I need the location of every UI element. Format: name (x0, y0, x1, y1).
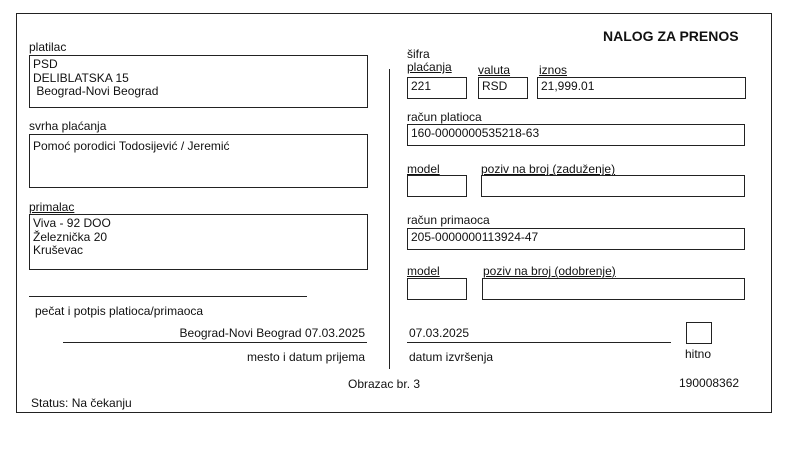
payer-line1: PSD (33, 57, 58, 71)
amount-label: iznos (539, 63, 568, 77)
recipient-line1: Viva - 92 DOO (33, 216, 111, 230)
credit-model-label: model (407, 264, 440, 278)
payer-line2: DELIBLATSKA 15 (33, 70, 129, 85)
recipient-account-label: račun primaoca (407, 213, 490, 227)
payment-code-value: 221 (411, 79, 432, 93)
purpose-box (29, 134, 368, 188)
debit-model-field[interactable] (407, 175, 467, 197)
currency-label: valuta (478, 63, 511, 77)
place-date-line (63, 342, 367, 343)
execution-date-value: 07.03.2025 (409, 326, 470, 340)
debit-reference-label: poziv na broj (zaduženje) (481, 162, 616, 176)
payer-account-field[interactable] (407, 124, 745, 146)
form-title: NALOG ZA PRENOS (603, 28, 739, 44)
payment-code-label-line1: šifra (407, 47, 430, 61)
credit-reference-label: poziv na broj (odobrenje) (483, 264, 616, 278)
payer-label: platilac (29, 40, 67, 54)
currency-value: RSD (482, 79, 508, 93)
recipient-label: primalac (29, 200, 75, 214)
document-number: 190008362 (679, 376, 740, 390)
place-date-label: mesto i datum prijema (246, 350, 365, 364)
execution-date-line (407, 342, 671, 343)
recipient-box (29, 214, 368, 270)
debit-model-label: model (407, 162, 440, 176)
payer-account-label: račun platioca (407, 110, 482, 124)
amount-field[interactable] (537, 77, 746, 99)
recipient-line2: Železnička 20 (33, 229, 108, 244)
recipient-account-field[interactable] (407, 228, 745, 250)
purpose-value: Pomoć porodici Todosijević / Jeremić (33, 139, 230, 153)
payment-code-label-line2: plaćanja (407, 60, 452, 74)
payer-account-value: 160-0000000535218-63 (411, 126, 540, 140)
credit-model-field[interactable] (407, 278, 467, 300)
credit-reference-field[interactable] (482, 278, 745, 300)
debit-reference-field[interactable] (481, 175, 745, 197)
place-date-value: Beograd-Novi Beograd 07.03.2025 (179, 326, 365, 340)
urgent-checkbox[interactable] (686, 322, 712, 344)
amount-value: 21,999.01 (541, 79, 595, 93)
payment-order-form (16, 13, 772, 413)
urgent-label: hitno (685, 347, 712, 361)
execution-date-label: datum izvršenja (409, 350, 494, 364)
recipient-account-value: 205-0000000113924-47 (411, 230, 539, 244)
payment-code-field[interactable] (407, 77, 467, 99)
form-number: Obrazac br. 3 (348, 377, 421, 391)
currency-field[interactable] (478, 77, 528, 99)
column-divider (389, 69, 390, 369)
signature-label: pečat i potpis platioca/primaoca (35, 304, 204, 318)
recipient-line3: Kruševac (33, 243, 84, 257)
status-text: Status: Na čekanju (31, 396, 132, 410)
signature-line (29, 296, 307, 297)
payer-line3: Beograd-Novi Beograd (33, 84, 159, 98)
purpose-label: svrha plaćanja (29, 119, 107, 133)
payer-box (29, 55, 368, 108)
